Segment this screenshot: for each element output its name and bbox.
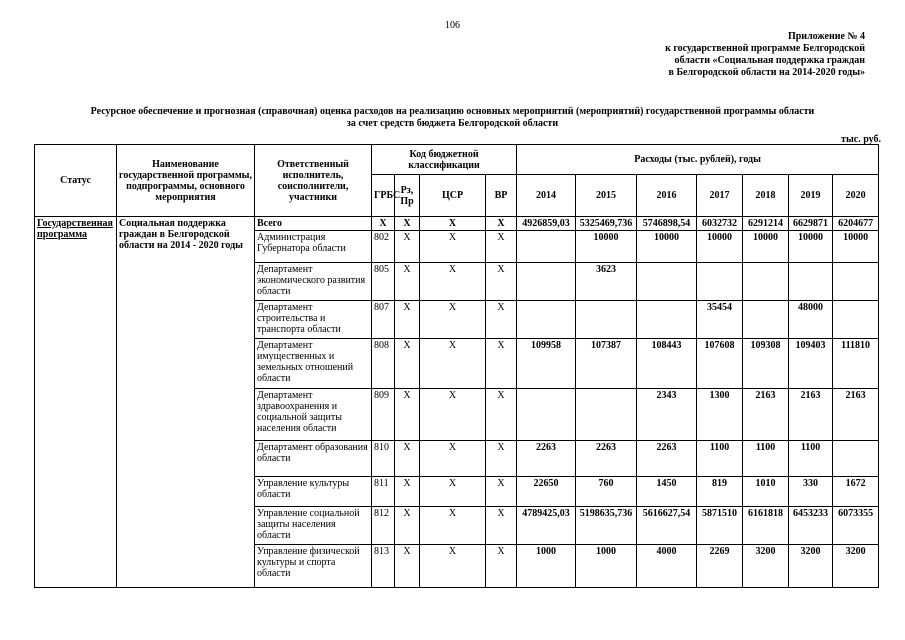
- value-cell: 5198635,736: [576, 507, 637, 545]
- vr-cell: X: [486, 507, 517, 545]
- value-cell: [517, 231, 576, 263]
- rzpr-cell: X: [395, 507, 420, 545]
- value-cell: 109958: [517, 339, 576, 389]
- value-cell: 10000: [833, 231, 879, 263]
- rzpr-cell: X: [395, 441, 420, 477]
- header-year: 2020: [833, 175, 879, 217]
- vr-cell: X: [486, 441, 517, 477]
- header-vr: ВР: [486, 175, 517, 217]
- appendix-block: [625, 31, 865, 79]
- executor-cell: Департамент экономического развития области: [255, 263, 372, 301]
- csr-cell: X: [420, 263, 486, 301]
- value-cell: [517, 301, 576, 339]
- executor-cell: Департамент здравоохранения и социальной защиты населения области: [255, 389, 372, 441]
- value-cell: 2263: [517, 441, 576, 477]
- value-cell: 2163: [833, 389, 879, 441]
- value-cell: 4926859,03: [517, 217, 576, 231]
- vr-cell: X: [486, 301, 517, 339]
- value-cell: [576, 389, 637, 441]
- rzpr-cell: X: [395, 477, 420, 507]
- rzpr-cell: X: [395, 389, 420, 441]
- unit-label: тыс. руб.: [841, 134, 881, 145]
- value-cell: [833, 441, 879, 477]
- executor-cell: Департамент имущественных и земельных отношений области: [255, 339, 372, 389]
- grbs-cell: 807: [372, 301, 395, 339]
- csr-cell: X: [420, 339, 486, 389]
- value-cell: [743, 263, 789, 301]
- value-cell: 2263: [637, 441, 697, 477]
- value-cell: 10000: [697, 231, 743, 263]
- header-executor: Ответственный исполнитель, соисполнители, участники: [255, 145, 372, 217]
- grbs-cell: 811: [372, 477, 395, 507]
- program-status: Государственная программа: [35, 217, 117, 588]
- csr-cell: X: [420, 217, 486, 231]
- header-row: [35, 145, 879, 175]
- value-cell: [697, 263, 743, 301]
- value-cell: 109403: [789, 339, 833, 389]
- vr-cell: X: [486, 217, 517, 231]
- value-cell: 3200: [789, 545, 833, 588]
- executor-cell: Управление культуры области: [255, 477, 372, 507]
- value-cell: 5746898,54: [637, 217, 697, 231]
- rzpr-cell: X: [395, 339, 420, 389]
- value-cell: 3623: [576, 263, 637, 301]
- value-cell: 1300: [697, 389, 743, 441]
- value-cell: 107608: [697, 339, 743, 389]
- value-cell: 5871510: [697, 507, 743, 545]
- value-cell: 1672: [833, 477, 879, 507]
- value-cell: 1000: [576, 545, 637, 588]
- header-expenses: Расходы (тыс. рублей), годы: [517, 145, 879, 175]
- value-cell: 22650: [517, 477, 576, 507]
- value-cell: 1450: [637, 477, 697, 507]
- title-line: за счет средств бюджета Белгородской области: [346, 118, 559, 129]
- value-cell: 5325469,736: [576, 217, 637, 231]
- grbs-cell: 812: [372, 507, 395, 545]
- value-cell: 35454: [697, 301, 743, 339]
- title-line: Ресурсное обеспечение и прогнозная (справочная) оценка расходов на реализацию основных мероприятий (мероприятий) государственной программы области: [90, 106, 815, 117]
- value-cell: 2163: [743, 389, 789, 441]
- vr-cell: X: [486, 389, 517, 441]
- grbs-cell: 810: [372, 441, 395, 477]
- csr-cell: X: [420, 507, 486, 545]
- value-cell: 819: [697, 477, 743, 507]
- appendix-line: области «Социальная поддержка граждан: [674, 55, 865, 66]
- value-cell: 3200: [833, 545, 879, 588]
- value-cell: 6073355: [833, 507, 879, 545]
- vr-cell: X: [486, 339, 517, 389]
- value-cell: 48000: [789, 301, 833, 339]
- header-budget-code: Код бюджетной классификации: [372, 145, 517, 175]
- header-year: 2017: [697, 175, 743, 217]
- value-cell: [517, 389, 576, 441]
- grbs-cell: 805: [372, 263, 395, 301]
- page-number: 106: [445, 20, 460, 31]
- appendix-line: к государственной программе Белгородской: [665, 43, 865, 54]
- grbs-cell: 808: [372, 339, 395, 389]
- grbs-cell: 813: [372, 545, 395, 588]
- executor-cell: Администрация Губернатора области: [255, 231, 372, 263]
- csr-cell: X: [420, 545, 486, 588]
- value-cell: 2343: [637, 389, 697, 441]
- value-cell: [743, 301, 789, 339]
- value-cell: 1000: [517, 545, 576, 588]
- table-row: [35, 217, 879, 231]
- value-cell: 1100: [743, 441, 789, 477]
- header-year: 2018: [743, 175, 789, 217]
- header-year: 2019: [789, 175, 833, 217]
- value-cell: 111810: [833, 339, 879, 389]
- appendix-line: в Белгородской области на 2014-2020 годы»: [668, 67, 865, 78]
- value-cell: 2163: [789, 389, 833, 441]
- csr-cell: X: [420, 477, 486, 507]
- value-cell: 6204677: [833, 217, 879, 231]
- grbs-cell: X: [372, 217, 395, 231]
- value-cell: [637, 301, 697, 339]
- value-cell: 4000: [637, 545, 697, 588]
- value-cell: 330: [789, 477, 833, 507]
- value-cell: 2269: [697, 545, 743, 588]
- value-cell: 6161818: [743, 507, 789, 545]
- csr-cell: X: [420, 301, 486, 339]
- executor-cell: Департамент строительства и транспорта области: [255, 301, 372, 339]
- executor-cell: Департамент образования области: [255, 441, 372, 477]
- program-name: Социальная поддержка граждан в Белгородской области на 2014 - 2020 годы: [117, 217, 255, 588]
- value-cell: 760: [576, 477, 637, 507]
- csr-cell: X: [420, 441, 486, 477]
- value-cell: 108443: [637, 339, 697, 389]
- value-cell: 1010: [743, 477, 789, 507]
- rzpr-cell: X: [395, 301, 420, 339]
- header-year: 2015: [576, 175, 637, 217]
- csr-cell: X: [420, 231, 486, 263]
- grbs-cell: 802: [372, 231, 395, 263]
- rzpr-cell: X: [395, 231, 420, 263]
- header-year: 2016: [637, 175, 697, 217]
- value-cell: 109308: [743, 339, 789, 389]
- header-csr: ЦСР: [420, 175, 486, 217]
- executor-cell: Управление физической культуры и спорта области: [255, 545, 372, 588]
- value-cell: 4789425,03: [517, 507, 576, 545]
- header-grbs: ГРБС: [372, 175, 395, 217]
- header-status: Статус: [35, 145, 117, 217]
- vr-cell: X: [486, 477, 517, 507]
- rzpr-cell: X: [395, 263, 420, 301]
- rzpr-cell: X: [395, 545, 420, 588]
- value-cell: 10000: [576, 231, 637, 263]
- value-cell: 1100: [697, 441, 743, 477]
- value-cell: [517, 263, 576, 301]
- grbs-cell: 809: [372, 389, 395, 441]
- value-cell: 6629871: [789, 217, 833, 231]
- value-cell: 6032732: [697, 217, 743, 231]
- csr-cell: X: [420, 389, 486, 441]
- rzpr-cell: X: [395, 217, 420, 231]
- vr-cell: X: [486, 263, 517, 301]
- value-cell: [833, 263, 879, 301]
- value-cell: [576, 301, 637, 339]
- header-rzpr: Рз, Пр: [395, 175, 420, 217]
- value-cell: [833, 301, 879, 339]
- value-cell: 3200: [743, 545, 789, 588]
- executor-cell: Управление социальной защиты населения области: [255, 507, 372, 545]
- header-year: 2014: [517, 175, 576, 217]
- value-cell: 10000: [789, 231, 833, 263]
- executor-cell: Всего: [255, 217, 372, 231]
- value-cell: [789, 263, 833, 301]
- appendix-line: Приложение № 4: [787, 31, 865, 42]
- value-cell: [637, 263, 697, 301]
- value-cell: 10000: [743, 231, 789, 263]
- value-cell: 2263: [576, 441, 637, 477]
- document-title: [0, 106, 905, 130]
- header-name: Наименование государственной программы, подпрограммы, основного мероприятия: [117, 145, 255, 217]
- value-cell: 5616627,54: [637, 507, 697, 545]
- value-cell: 1100: [789, 441, 833, 477]
- vr-cell: X: [486, 231, 517, 263]
- value-cell: 107387: [576, 339, 637, 389]
- budget-table: [34, 144, 879, 588]
- vr-cell: X: [486, 545, 517, 588]
- value-cell: 6453233: [789, 507, 833, 545]
- value-cell: 10000: [637, 231, 697, 263]
- value-cell: 6291214: [743, 217, 789, 231]
